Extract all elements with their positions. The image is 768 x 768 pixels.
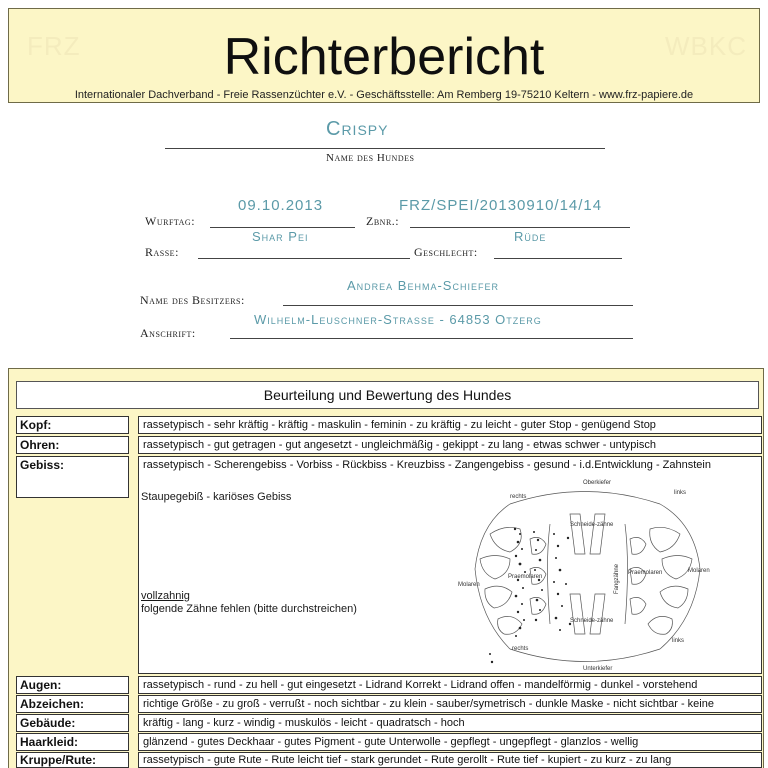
report-header [8,8,760,103]
wbkc-logo: WBKC [665,31,747,61]
zbnr-label: Zbnr.: [366,214,400,228]
label-links-bottom: links [672,638,685,644]
frz-logo: FRZ [27,31,81,61]
geschlecht-line [494,258,622,259]
dog-name-label: Name des Hundes [326,152,415,164]
options-kopf: rassetypisch - sehr kräftig - kräftig - maskulin - feminin - zu kräftig - zu leicht - guter Stop - genügend Stop [138,416,762,434]
category-label-kruppe-rute: Kruppe/Rute: [16,752,129,768]
category-label-kopf: Kopf: [16,416,129,434]
association-info: Internationaler Dachverband - Freie Rassenzüchter e.V. - Geschäftsstelle: Am Remberg 19-75210 Keltern - www.frz-papiere.de [74,89,694,101]
options-gebaeude: kräftig - lang - kurz - windig - muskulös - leicht - quadratsch - hoch [138,714,762,732]
dog-name-value: Crispy [326,118,389,140]
zbnr-value: FRZ/SPEI/20130910/14/14 [399,197,603,214]
rasse-label: Rasse: [145,245,179,259]
dog-name-line [165,148,605,149]
gebiss-options-line: rassetypisch - Scherengebiss - Vorbiss - Rückbiss - Kreuzbiss - Zangengebiss - gesund - i.d.Entwicklung - Zahnstein [143,459,711,471]
vollzahnig-option: vollzahnig [141,590,190,602]
zbnr-line [410,227,630,228]
report-title: Richterbericht [223,28,545,86]
besitzer-value: Andrea Behma-Schiefer [347,278,499,293]
teeth-diagram [450,474,730,674]
options-kruppe-rute: rassetypisch - gute Rute - Rute leicht tief - stark gerundet - Rute gerollt - Rute tief - kupiert - zu kurz - zu lang [138,752,762,768]
besitzer-label: Name des Besitzers: [140,293,245,307]
category-label-haarkleid: Haarkleid: [16,733,129,751]
options-haarkleid: glänzend - gutes Deckhaar - gutes Pigment - gute Unterwolle - gepflegt - ungepflegt - glanzlos - wellig [138,733,762,751]
label-rechts-top: rechts [510,494,527,500]
rasse-value: Shar Pei [252,229,309,244]
label-rechts-bottom: rechts [512,646,529,652]
wurftag-value: 09.10.2013 [238,197,324,214]
anschrift-line [230,338,633,339]
besitzer-line [283,305,633,306]
label-oberkiefer: Oberkiefer [583,480,612,486]
missing-teeth-instruction: folgende Zähne fehlen (bitte durchstreichen) [141,603,357,615]
label-praemolaren-right: Praemolaren [628,570,663,576]
wurftag-label: Wurftag: [145,214,196,228]
category-label-gebaeude: Gebäude: [16,714,129,732]
geschlecht-label: Geschlecht: [414,245,478,259]
options-ohren: rassetypisch - gut getragen - gut angesetzt - ungleichmäßig - gekippt - zu lang - etwas schwer - untypisch [138,436,762,454]
rasse-line [198,258,410,259]
gebiss-extra-options: Staupegebiß - kariöses Gebiss [141,491,292,503]
label-links-top: links [674,490,687,496]
geschlecht-value: Rüde [514,229,547,244]
category-label-abzeichen: Abzeichen: [16,695,129,713]
category-label-augen: Augen: [16,676,129,694]
category-label-gebiss: Gebiss: [16,456,129,498]
label-molaren-left: Molaren [458,582,480,588]
options-augen: rassetypisch - rund - zu hell - gut eingesetzt - Lidrand Korrekt - Lidrand offen - mandelförmig - dunkel - vorstehend [138,676,762,694]
anschrift-label: Anschrift: [140,326,196,340]
wurftag-line [210,227,355,228]
label-fangzaehne: Fangzähne [614,563,620,594]
label-praemolaren-left: Praemolaren [508,574,543,580]
label-unterkiefer: Unterkiefer [583,666,613,672]
anschrift-value: Wilhelm-Leuschner-Strasse - 64853 Otzerg [254,312,542,327]
label-schneide-top: Schneide-zähne [570,522,614,528]
evaluation-title: Beurteilung und Bewertung des Hundes [16,381,759,409]
options-abzeichen: richtige Größe - zu groß - verrußt - noch sichtbar - zu klein - sauber/symetrisch - dunkle Maske - nicht sichtbar - keine [138,695,762,713]
category-label-ohren: Ohren: [16,436,129,454]
label-schneide-bottom: Schneide-zähne [570,618,614,624]
label-molaren-right: Molaren [688,568,710,574]
